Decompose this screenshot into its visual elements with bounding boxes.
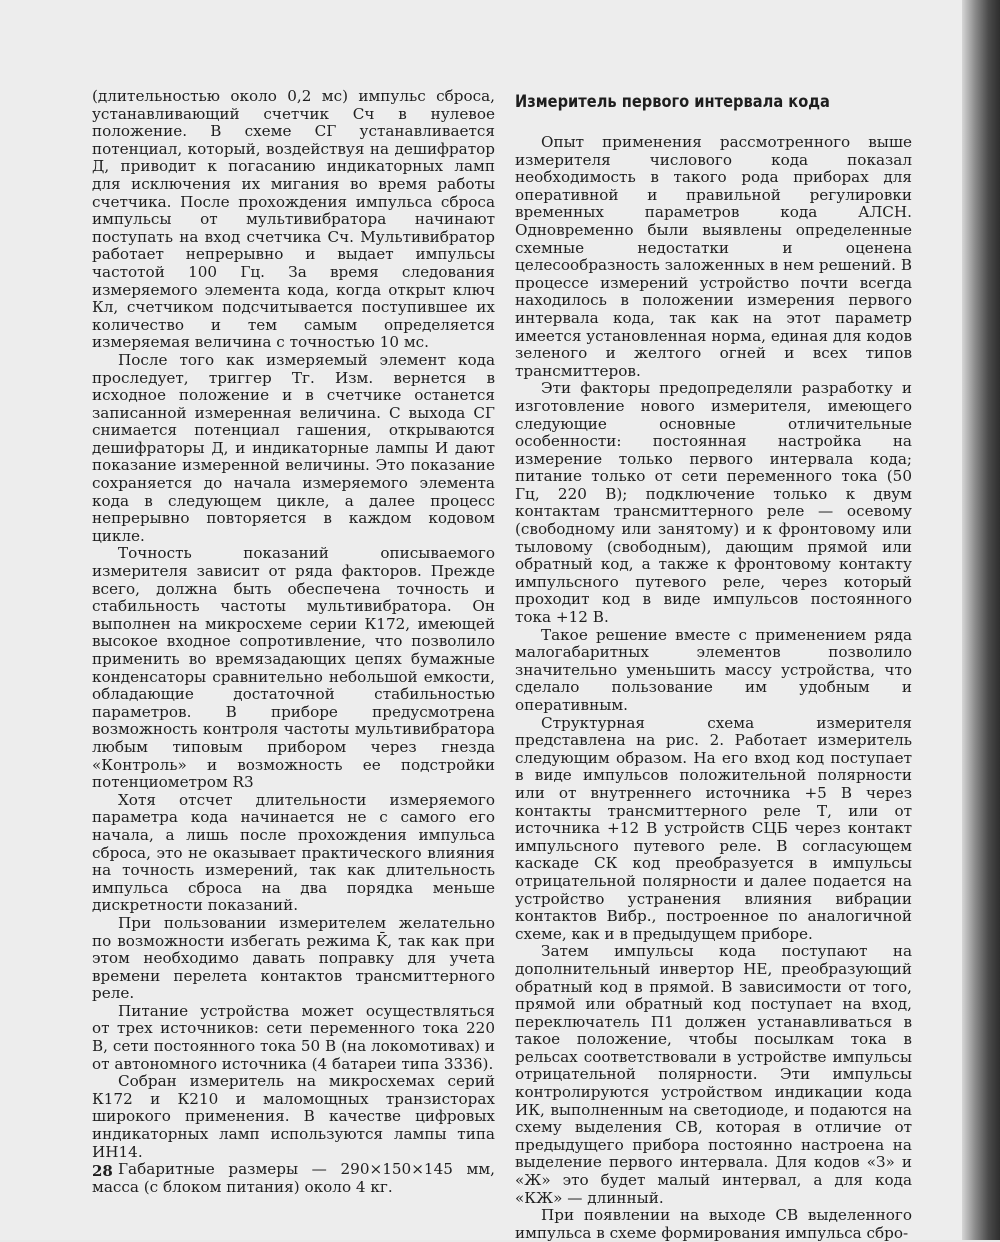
paragraph: Питание устройства может осуществляться от трех источников: сети переменного тока 220 В, сети постоянного тока 50 В (на локомотивах) и от автономного источника (4 батареи типа 3336). — [92, 1001, 495, 1073]
page-number: 28 — [92, 1162, 113, 1180]
paragraph: Такое решение вместе с применением ряда малогабаритных элементов позволило значительно уменьшить массу устройства, что сделало пользование им удобным и оперативным. — [515, 625, 912, 714]
paragraph: Опыт применения рассмотренного выше измерителя числового кода показал необходимость в такого рода приборах для оперативной и правильной регулировки временных параметров кода АЛСН. Одновременно были выявлены определенные схемные недостатки и оценена целесообразность заложенных в нем решений. В процессе измерений устройство почти всегда находилось в положении измерения первого интервала кода, так как на этот параметр имеется установленная норма, единая для кодов зеленого и желтого огней и всех типов трансмиттеров. — [515, 133, 912, 380]
paragraph: Собран измеритель на микросхемах серий К172 и К210 и маломощных транзисторах широкого применения. В качестве цифровых индикаторных ламп используются лампы типа ИН14. — [92, 1072, 495, 1161]
left-column — [92, 88, 495, 1196]
section-heading: Измеритель первого интервала кода — [515, 92, 830, 112]
paragraph: При появлении на выходе СВ выделенного импульса в схеме формирования импульса сбро- — [515, 1206, 912, 1242]
paragraph: При пользовании измерителем желательно по возможности избегать режима K̄, так как при этом необходимо давать поправку для учета времени перелета контактов трансмиттерного реле. — [92, 913, 495, 1003]
paragraph: Эти факторы предопределяли разработку и изготовление нового измерителя, имеющего следующие основные отличительные особенности: постоянная настройка на измерение только первого интервала кода; питание только от сети переменного тока (50 Гц, 220 В); подключение только к двум контактам трансмиттерного реле — осевому (свободному или занятому) и к фронтовому или тыловому (свободным), дающим прямой или обратный код, а также к фронтовому контакту импульсного путевого реле, через который проходит код в виде импульсов постоянного тока +12 В. — [515, 379, 912, 627]
paragraph: Затем импульсы кода поступают на дополнительный инвертор НЕ, преобразующий обратный код в прямой. В зависимости от того, прямой или обратный код поступает на вход, переключатель П1 должен устанавливаться в такое положение, чтобы посылкам тока в рельсах соответствовали в устройстве импульсы отрицательной полярности. Эти импульсы контролируются устройством индикации кода ИК, выполненным на светодиоде, и подаются на схему выделения СВ, которая в отличие от предыдущего прибора постоянно настроена на выделение первого интервала. Для кодов «З» и «Ж» это будет малый интервал, а для кода «КЖ» — длинный. — [515, 942, 912, 1207]
right-column — [515, 88, 912, 1242]
paragraph: Хотя отсчет длительности измеряемого параметра кода начинается не с самого его начала, а лишь после прохождения импульса сброса, это не оказывает практического влияния на точность измерений, так как длительность импульса сброса на два порядка меньше дискретности показаний. — [92, 790, 495, 915]
paragraph: Точность показаний описываемого измерителя зависит от ряда факторов. Прежде всего, должна быть обеспечена точность и стабильность частоты мультивибратора. Он выполнен на микросхеме серии К172, имеющей высокое входное сопротивление, что позволило применить во времязадающих цепях бумажные конденсаторы сравнительно небольшой емкости, обладающие достаточной стабильностью параметров. В приборе предусмотрена возможность контроля частоты мультивибратора любым типовым прибором через гнезда «Контроль» и возможность ее подстройки потенциометром R3 — [92, 544, 495, 792]
page-binding-shadow — [962, 0, 1000, 1240]
paragraph: Габаритные размеры — 290×150×145 мм, масса (с блоком питания) около 4 кг. — [92, 1160, 495, 1196]
paragraph: (длительностью около 0,2 мс) импульс сброса, устанавливающий счетчик Сч в нулевое положение. В схеме СГ устанавливается потенциал, который, воздействуя на дешифратор Д, приводит к погасанию индикаторных ламп для исключения их мигания во время работы счетчика. После прохождения импульса сброса импульсы от мультивибратора начинают поступать на вход счетчика Сч. Мультивибратор работает непрерывно и выдает импульсы частотой 100 Гц. За время следования измеряемого элемента кода, когда открыт ключ Кл, счетчиком подсчитывается поступившее их количество и тем самым определяется измеряемая величина с точностью 10 мс. — [92, 87, 495, 352]
paragraph: После того как измеряемый элемент кода проследует, триггер Тг. Изм. вернется в исходное положение и в счетчике останется записанной измеренная величина. С выхода СГ снимается потенциал гашения, открываются дешифраторы Д, и индикаторные лампы И дают показание измеренной величины. Это показание сохраняется до начала измеряемого элемента кода в следующем цикле, а далее процесс непрерывно повторяется в каждом кодовом цикле. — [92, 350, 495, 545]
paragraph: Структурная схема измерителя представлена на рис. 2. Работает измеритель следующим образом. На его вход код поступает в виде импульсов положительной полярности или от внутреннего источника +5 В через контакты трансмиттерного реле Т, или от источника +12 В устройств СЦБ через контакт импульсного путевого реле. В согласующем каскаде СК код преобразуется в импульсы отрицательной полярности и далее подается на устройство устранения влияния вибрации контактов Вибр., построенное по аналогичной схеме, как и в предыдущем приборе. — [515, 713, 912, 943]
